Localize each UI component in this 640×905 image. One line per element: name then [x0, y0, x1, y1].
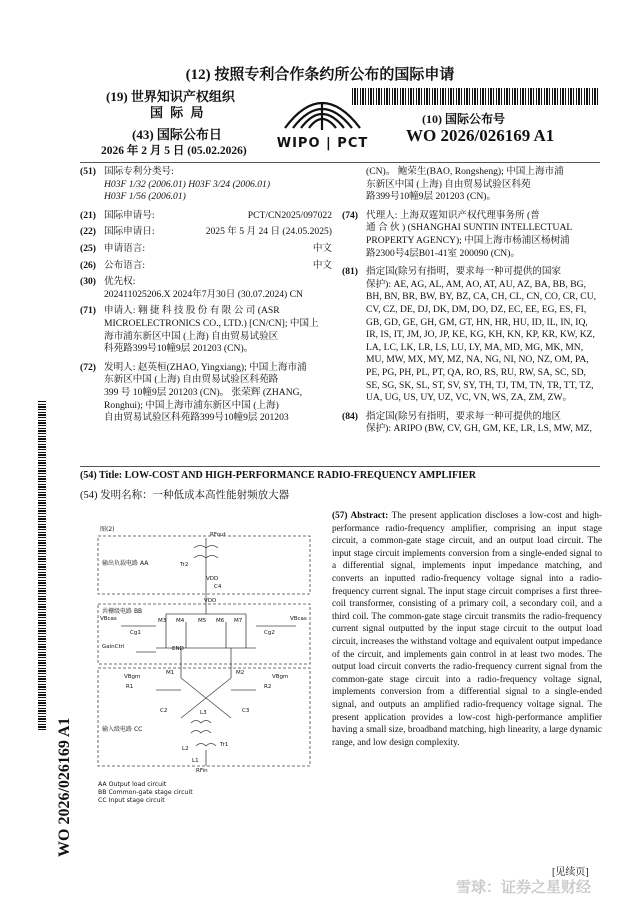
wipo-logo-text: WIPO | PCT	[276, 136, 369, 151]
field-value: PCT/CN2025/097022	[247, 209, 332, 221]
field-71	[80, 305, 332, 355]
circuit-node-label: END	[172, 646, 184, 652]
field-number: (26)	[80, 259, 96, 271]
field-line: 海市浦东新区中国 (上海) 自由贸易试验区	[104, 330, 279, 342]
field-line: IR, IS, IT, JM, JO, JP, KE, KG, KH, KN, KP, KR, KW, KZ,	[366, 329, 595, 341]
circuit-node-label: M3	[158, 618, 167, 624]
circuit-node-label: VDD	[204, 598, 217, 604]
field-21	[80, 210, 332, 223]
field-30	[80, 276, 332, 301]
field-line: UA, UG, US, UY, UZ, VC, VN, WS, ZA, ZM, ZW。	[366, 392, 573, 404]
field-line: 路399号10幢9层 201203 (CN)。	[366, 191, 497, 203]
field-label: 国际申请号:	[104, 209, 155, 221]
field-line: MU, MW, MX, MY, MZ, NA, NG, NI, NO, NZ, OM, PA,	[366, 354, 589, 366]
field-line: CV, CZ, DE, DJ, DK, DM, DO, DZ, EC, EE, EG, ES, FI,	[366, 303, 587, 315]
field-value: 中文	[312, 259, 332, 271]
field-value: 中文	[312, 243, 332, 254]
field-number: (25)	[80, 243, 96, 254]
block-aa-label: 输出负载电路 AA	[102, 560, 149, 567]
circuit-node-label: M7	[234, 618, 243, 624]
field-line: 科苑路399号10幢9层 201203 (CN)。	[104, 343, 254, 355]
field-line: PROPERTY AGENCY); 中国上海市杨浦区杨树浦	[366, 234, 570, 246]
field-line: GB, GD, GE, GH, GM, GT, HN, HR, HU, ID, IL, IN, IQ,	[366, 316, 588, 328]
circuit-node-label: C3	[242, 708, 250, 714]
title-divider	[80, 466, 600, 467]
circuit-node-label: M1	[166, 670, 175, 676]
field-label: 指定国(除另有指明，要求每一种可提供的地区	[366, 410, 562, 422]
field-line: 自由贸易试验区科苑路399号10幢9层 201203	[104, 412, 289, 424]
field-72	[80, 362, 332, 425]
field-label: 公布语言:	[104, 259, 146, 271]
title-english: (54) Title: LOW-COST AND HIGH-PERFORMANCE RADIO-FREQUENCY AMPLIFIER	[80, 470, 476, 481]
field-number: (51)	[80, 166, 96, 177]
field-line: 东新区中国 (上海) 自由贸易试验区科苑路	[104, 374, 279, 386]
circuit-figure	[96, 518, 326, 778]
circuit-node-label: Cg2	[264, 630, 275, 636]
header-divider	[80, 162, 600, 163]
field-22	[80, 226, 332, 239]
field-line: Ronghui); 中国上海市浦东新区中国 (上海)	[104, 399, 279, 411]
field-line: MICROELECTRONICS CO., LTD.) [CN/CN]; 中国上	[104, 317, 319, 329]
block-bb-label: 共栅级电路 BB	[102, 608, 143, 615]
organization-bureau: 国 际 局	[150, 105, 206, 120]
field-line: H03F 1/56 (2006.01)	[104, 191, 186, 203]
field-line: 202411025206.X 2024年7月30日 (30.07.2024) CN	[104, 288, 303, 300]
figure-legend	[98, 781, 193, 805]
circuit-node-label: C4	[214, 584, 222, 590]
publication-number: WO 2026/026169 A1	[406, 126, 555, 145]
field-number: (22)	[80, 226, 96, 238]
block-cc-label: 输入级电路 CC	[102, 726, 143, 733]
field-line: 保护): ARIPO (BW, CV, GH, GM, KE, LR, LS, MW, MZ,	[366, 423, 592, 435]
field-line: 路2300号4层B01-41室 200090 (CN)。	[366, 247, 521, 259]
circuit-node-label: L1	[192, 758, 199, 764]
field-number: (21)	[80, 209, 96, 221]
field-label: 优先权:	[104, 276, 136, 288]
field-label: 申请语言:	[104, 243, 146, 254]
field-line: 保护): AE, AG, AL, AM, AO, AT, AU, AZ, BA, BB, BG,	[366, 278, 586, 290]
field-label: 指定国(除另有指明，要求每一种可提供的国家	[366, 266, 562, 278]
circuit-node-label: VBgm	[124, 674, 141, 680]
field-line: LA, LC, LK, LR, LS, LU, LY, MA, MD, MG, MK, MN,	[366, 341, 584, 353]
field-label: 发明人: 赵英桓(ZHAO, Yingxiang); 中国上海市浦	[104, 361, 307, 373]
field-continued	[342, 166, 604, 204]
circuit-node-label: R1	[126, 684, 134, 690]
circuit-node-label: VBgm	[272, 674, 289, 680]
organization-name: (19) 世界知识产权组织	[106, 89, 235, 104]
circuit-diagram	[96, 518, 326, 778]
circuit-node-label: M5	[198, 618, 207, 624]
circuit-node-label: VBcas	[100, 616, 117, 622]
abstract	[332, 510, 602, 749]
input-stage-block	[98, 668, 310, 766]
title-chinese: (54) 发明名称：一种低成本高性能射频放大器	[80, 490, 290, 501]
field-line: 东新区中国 (上海) 自由贸易试验区科苑	[366, 178, 531, 190]
field-84	[342, 411, 604, 436]
field-label: 国际申请日:	[104, 226, 155, 238]
field-51	[80, 166, 332, 204]
circuit-node-label: L2	[182, 746, 189, 752]
circuit-node-label: VBcas	[290, 616, 307, 622]
circuit-node-label: M2	[236, 670, 245, 676]
circuit-node-label: Cg1	[130, 630, 141, 636]
field-number: (30)	[80, 276, 96, 288]
field-label: 申请人: 翱 捷 科 技 股 份 有 限 公 司 (ASR	[104, 305, 280, 317]
circuit-node-label: Tr2	[180, 562, 189, 568]
circuit-node-label: C2	[160, 708, 168, 714]
field-number: (71)	[80, 305, 96, 317]
document-title: (12) 按照专利合作条约所公布的国际申请	[185, 67, 455, 83]
field-number: (72)	[80, 361, 96, 373]
field-line: BH, BN, BR, BW, BY, BZ, CA, CH, CL, CN, CO, CR, CU,	[366, 291, 597, 303]
circuit-node-label: VDD	[206, 576, 219, 582]
field-81	[342, 266, 604, 405]
field-line: H03F 1/32 (2006.01) H03F 3/24 (2006.01)	[104, 178, 271, 190]
field-74	[342, 210, 604, 260]
field-number: (84)	[342, 410, 358, 422]
legend-entry: BB Common-gate stage circuit	[98, 789, 193, 796]
side-barcode	[38, 400, 46, 730]
abstract-text: The present application discloses a low-cost and high-performance radio-frequency amplifier, comprising an input stage circuit, a common-gate stage circuit, and an output load circuit. The input stage circuit implements conversion from a single-ended signal to a differential signal, implements input impedance matching, and converts an inputted radio-frequency voltage signal into a radio-frequency current signal. The input stage circuit comprises a first three-coil transformer, consisting of a primary coil, a secondary coil, and a third coil. The common-gate stage circuit transmits the radio-frequency current signal outputted by the input stage circuit to the output load circuit, increases the withstand voltage and equivalent output impedance of the circuit, and implements gain control in at least two modes. The output load circuit converts the radio-frequency current signal from the common-gate stage circuit into a radio-frequency voltage signal, implements conversion from a differential signal to a single-ended signal, and outputs an amplified radio-frequency voltage signal. The present application provides a low-cost high-performance amplifier having a small size, broadband matching, high linearity, a large dynamic range, and low design complexity.	[332, 511, 603, 748]
publication-number-label: (10) 国际公布号	[422, 112, 505, 126]
field-number: (74)	[342, 209, 358, 221]
circuit-node-label: M6	[216, 618, 225, 624]
field-line: 399 号 10幢9层 201203 (CN)。 张荣辉 (ZHANG,	[104, 386, 302, 398]
circuit-node-label: R2	[264, 684, 272, 690]
legend-entry: AA Output load circuit	[98, 781, 167, 788]
field-line: PE, PG, PH, PL, PT, QA, RO, RS, RU, RW, SA, SC, SD,	[366, 366, 586, 378]
continued-note: [见续页]	[552, 867, 589, 878]
circuit-node-label: M4	[176, 618, 185, 624]
field-line: 通 合 伙 ) (SHANGHAI SUNTIN INTELLECTUAL	[366, 222, 573, 234]
field-25	[80, 243, 332, 256]
circuit-node-label: Tr1	[220, 742, 229, 748]
side-publication-number: WO 2026/026169 A1	[56, 717, 73, 857]
circuit-node-label: RFin	[196, 768, 208, 774]
field-line: SE, SG, SK, SL, ST, SV, SY, TH, TJ, TM, TN, TR, TT, TZ,	[366, 379, 594, 391]
field-label: 国际专利分类号:	[104, 166, 174, 177]
publication-date-label: (43) 国际公布日	[132, 127, 222, 142]
field-26	[80, 260, 332, 273]
legend-entry: CC Input stage circuit	[98, 797, 165, 804]
circuit-node-label: L3	[200, 710, 207, 716]
field-label: 代理人: 上海双霆知识产权代理事务所 (普	[366, 209, 540, 221]
circuit-node-label: GainCtrl	[102, 644, 125, 650]
publication-date: 2026 年 2 月 5 日 (05.02.2026)	[101, 145, 247, 157]
field-line: (CN)。 鲍荣生(BAO, Rongsheng); 中国上海市浦	[366, 166, 564, 177]
figure-label: 图(2)	[100, 526, 115, 533]
field-value: 2025 年 5 月 24 日 (24.05.2025)	[205, 226, 332, 238]
abstract-label: (57) Abstract:	[332, 511, 389, 521]
watermark: 雪球：证券之星财经	[456, 878, 592, 896]
circuit-node-label: RFout	[210, 532, 226, 538]
top-barcode	[352, 88, 600, 105]
field-number: (81)	[342, 266, 358, 278]
